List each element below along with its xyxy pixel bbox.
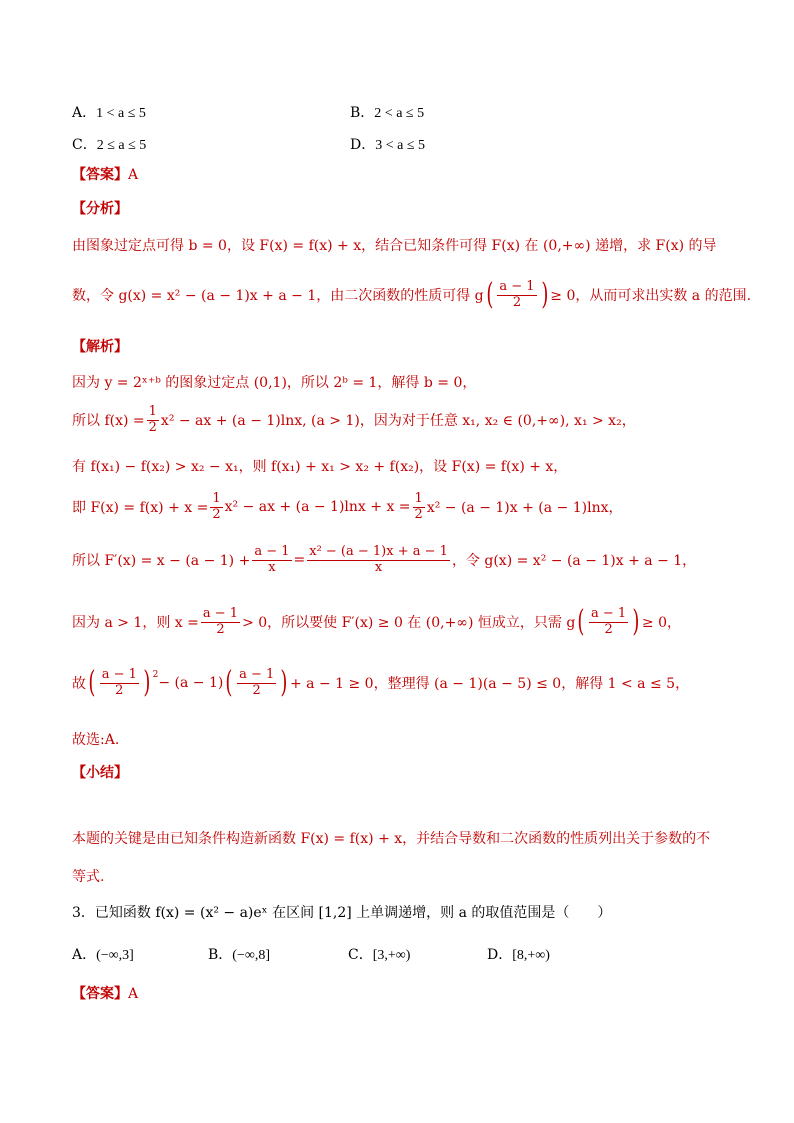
solution-line-2: 所以 f(x) = $\frac{1}{2}$ x² − ax + (a − 1)lnx, (a > 1)，因为对于任意 x₁, x₂ ∈ (0,+∞), x₁ > x₂， xyxy=(72,404,636,435)
option-c: C．2 ≤ a ≤ 5 xyxy=(72,137,147,153)
solution-line-3: 有 f(x₁) − f(x₂) > x₂ − x₁，则 f(x₁) + x₁ > x₂ + f(x₂)，设 F(x) = f(x) + x， xyxy=(72,459,568,475)
solution-line-4: 即 F(x) = f(x) + x = $\frac{1}{2}$ x² − ax + (a − 1)lnx + x = $\frac{1}{2}$ x² − (a − 1)x + (a − 1)lnx， xyxy=(72,491,623,522)
answer-line: 【答案】A xyxy=(72,167,139,183)
q3-option-c: C．[3,+∞) xyxy=(348,947,411,963)
solution-tag: 【解析】 xyxy=(72,339,128,355)
summary-line-1: 本题的关键是由已知条件构造新函数 F(x) = f(x) + x，并结合导数和二次函数的性质列出关于参数的不 xyxy=(72,831,711,847)
analysis-tag: 【分析】 xyxy=(72,201,128,217)
option-a: A．1 < a ≤ 5 xyxy=(72,105,146,121)
q3-option-d: D．[8,+∞) xyxy=(487,947,550,963)
summary-line-2: 等式. xyxy=(72,869,105,885)
analysis-line-2: 数，令 g(x) = x² − (a − 1)x + a − 1，由二次函数的性质可得 g ( $\frac{a - 1}{2}$ ) ≥ 0，从而可求出实数 a 的范围. xyxy=(72,277,752,313)
solution-line-5: 所以 F′(x) = x − (a − 1) + $\frac{a - 1}{x}$ = $\frac{\text{x² − (a − 1)x + a − 1}}{x}$ ，令 g(x) = x² − (a − 1)x + a − 1， xyxy=(72,544,697,575)
solution-line-6: 因为 a > 1，则 x = $\frac{a - 1}{2}$ > 0，所以要使 F′(x) ≥ 0 在 (0,+∞) 恒成立，只需 g ( $\frac{a - 1}{2}$ ) ≥ 0， xyxy=(72,604,682,640)
q3-option-a: A．(−∞,3] xyxy=(72,947,134,963)
fraction: $\frac{a - 1}{2}$ xyxy=(499,279,535,310)
option-b: B．2 < a ≤ 5 xyxy=(350,105,425,121)
solution-line-7: 故 ( $\frac{a - 1}{2}$ ) $^2$ − (a − 1) ( $\frac{a - 1}{2}$ ) + a − 1 ≥ 0，整理得 (a − 1)(a − 5) ≤ 0，解得 1 < a ≤ 5， xyxy=(72,665,690,701)
q3-option-b: B．(−∞,8] xyxy=(208,947,270,963)
q3-answer-line: 【答案】A xyxy=(72,986,139,1002)
solution-line-8: 故选:A. xyxy=(72,732,120,748)
solution-line-1: 因为 y = 2ˣ⁺ᵇ 的图象过定点 (0,1)，所以 2ᵇ = 1，解得 b = 0， xyxy=(72,375,477,391)
analysis-line-1: 由图象过定点可得 b = 0，设 F(x) = f(x) + x，结合已知条件可得 F(x) 在 (0,+∞) 递增，求 F(x) 的导 xyxy=(72,238,717,254)
question-3-stem: 3．已知函数 f(x) = (x² − a)eˣ 在区间 [1,2] 上单调递增，则 a 的取值范围是（ ） xyxy=(72,905,612,921)
option-d: D．3 < a ≤ 5 xyxy=(350,137,426,153)
summary-tag: 【小结】 xyxy=(72,765,128,781)
